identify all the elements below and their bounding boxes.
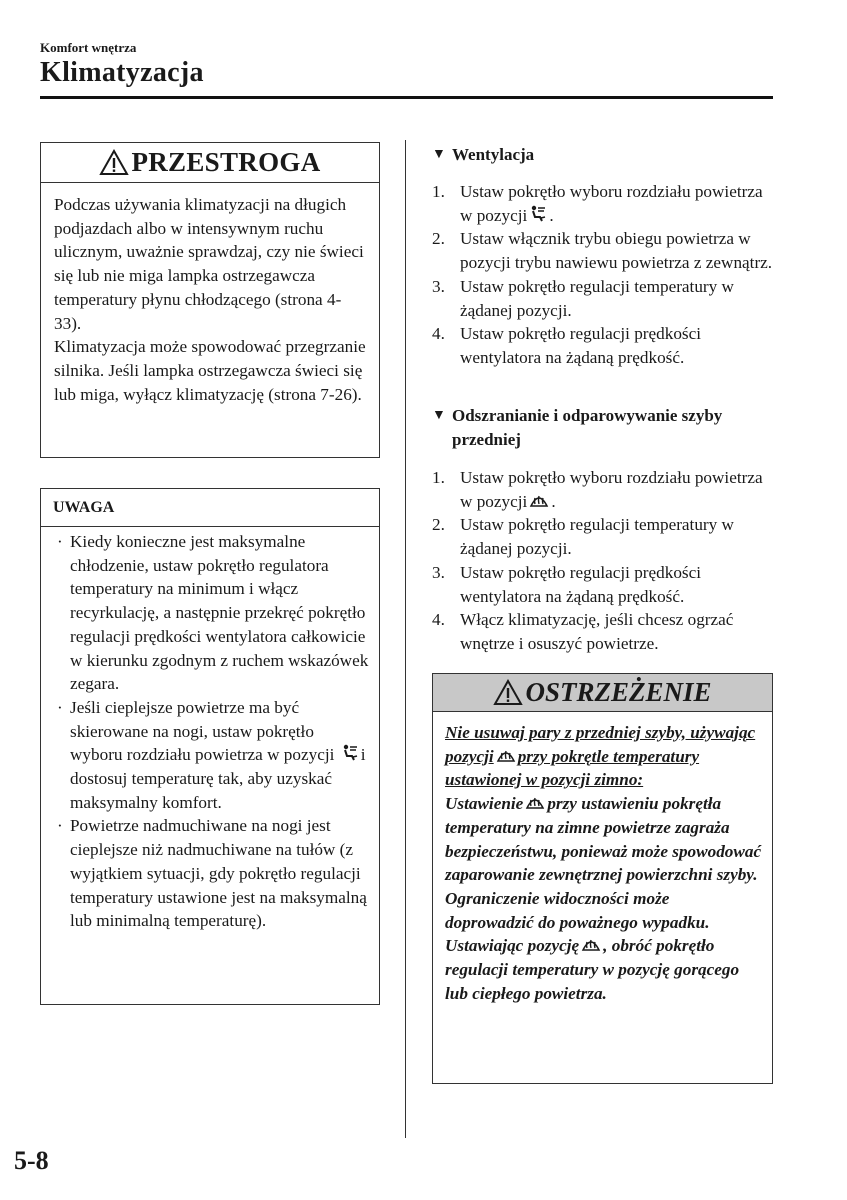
defrost-steps	[432, 466, 777, 656]
list-item: 1. Ustaw pokrętło wyboru rozdziału powietrza w pozycji .	[432, 468, 763, 511]
column-divider	[405, 140, 406, 1138]
page-title: Klimatyzacja	[40, 57, 204, 88]
warning-box	[432, 673, 773, 1084]
caution-heading-text: PRZESTROGA	[131, 147, 321, 177]
warning-heading	[433, 674, 772, 712]
notice-item-text: i dostosuj temperaturę tak, aby uzyskać maksymalny komfort.	[70, 745, 366, 812]
notice-list	[41, 527, 379, 933]
list-item: · Kiedy konieczne jest maksymalne chłodzenie, ustaw pokrętło regulatora temperatury na minimum i włącz recyrkulację, a następnie przekręć pokrętło regulacji prędkości wentylatora całkowicie w kierunku zgodnym z ruchem wskazówek zegara.	[57, 532, 369, 694]
caution-box	[40, 142, 380, 458]
defrost-section	[432, 404, 777, 656]
windshield-defrost-icon	[581, 936, 601, 953]
warning-triangle-icon	[493, 679, 523, 706]
section-label: Komfort wnętrza	[40, 40, 137, 55]
warning-lead: Nie usuwaj pary z przedniej szyby, używając pozycji przy pokrętle temperatury ustawionej w pozycji zimno:	[445, 723, 756, 790]
list-item: · Jeśli cieplejsze powietrze ma być skierowane na nogi, ustaw pokrętło wyboru rozdziału powietrza w pozycji i dostosuj temperaturę tak, aby uzyskać maksymalny komfort.	[57, 697, 366, 812]
face-feet-vent-icon	[529, 205, 547, 223]
warning-heading-text: OSTRZEŻENIE	[525, 677, 712, 707]
list-item: 3. Ustaw pokrętło regulacji temperatury w żądanej pozycji.	[432, 276, 734, 320]
windshield-defrost-icon	[525, 794, 545, 811]
caution-paragraph: Klimatyzacja może spowodować przegrzanie silnika. Jeśli lampka ostrzegawcza świeci się lub miga, wyłącz klimatyzację (strona 7-26).	[54, 337, 366, 404]
face-feet-vent-icon	[341, 744, 359, 762]
windshield-defrost-icon	[529, 492, 549, 509]
ventilation-steps	[432, 180, 777, 370]
list-item: 4. Włącz klimatyzację, jeśli chcesz ogrzać wnętrze i osuszyć powietrze.	[432, 610, 734, 653]
defrost-heading: ▼ Odszranianie i odparowywanie szyby przedniej	[432, 406, 723, 449]
list-item: 1. Ustaw pokrętło wyboru rozdziału powietrza w pozycji .	[432, 182, 763, 225]
notice-heading: UWAGA	[41, 489, 379, 527]
list-item: 4. Ustaw pokrętło regulacji prędkości wentylatora na żądaną prędkość.	[432, 324, 702, 367]
ventilation-section	[432, 143, 777, 370]
caution-paragraph: Podczas używania klimatyzacji na długich podjazdach albo w intensywnym ruchu ulicznym, uważnie sprawdzaj, czy nie świeci się lub nie miga lampka ostrzegawcza temperatury płynu chłodzącego (strona 4-33).	[54, 195, 364, 333]
notice-item-text: Powietrze nadmuchiwane na nogi jest cieplejsze niż nadmuchiwane na tułów (z wyjątkiem sytuacji, gdy pokrętło regulacji temperatury ustawione jest na maksymalną lub minimalną temperaturę).	[70, 816, 367, 931]
notice-item-text: Jeśli cieplejsze powietrze ma być skierowane na nogi, ustaw pokrętło wyboru rozdziału powietrza w pozycji	[70, 697, 335, 765]
warning-text: Ustawienie przy ustawieniu pokrętła temperatury na zimne powietrze zagraża bezpieczeństwu, ponieważ może spowodować zaparowanie zewnętrznej powierzchni szyby. Ograniczenie widoczności może doprowadzić do poważnego wypadku. Ustawiając pozycję , obróć pokrętło regulacji temperatury w pozycję gorącego lub ciepłego powietrza.	[445, 794, 762, 1003]
list-item: 3. Ustaw pokrętło regulacji prędkości wentylatora na żądaną prędkość.	[432, 562, 702, 606]
notice-item-text: Kiedy konieczne jest maksymalne chłodzenie, ustaw pokrętło regulatora temperatury na minimum i włącz recyrkulację, a następnie przekręć pokrętło regulacji prędkości wentylatora całkowicie w kierunku zgodnym z ruchem wskazówek zegara.	[70, 532, 369, 694]
windshield-defrost-icon	[496, 747, 516, 764]
header-rule	[40, 96, 773, 99]
page-number: 5-8	[14, 1146, 49, 1175]
warning-triangle-icon	[99, 149, 129, 176]
list-item: 2. Ustaw pokrętło regulacji temperatury w żądanej pozycji.	[432, 515, 734, 559]
ventilation-heading: ▼ Wentylacja	[432, 145, 535, 164]
list-item: 2. Ustaw włącznik trybu obiegu powietrza w pozycji trybu nawiewu powietrza z zewnątrz.	[432, 229, 773, 273]
notice-box	[40, 488, 380, 1005]
list-item: · Powietrze nadmuchiwane na nogi jest cieplejsze niż nadmuchiwane na tułów (z wyjątkiem sytuacji, gdy pokrętło regulacji temperatury ustawione jest na maksymalną lub minimalną temperaturę).	[57, 816, 367, 931]
caution-body	[41, 183, 379, 406]
warning-body	[433, 712, 772, 1005]
caution-heading	[41, 143, 379, 183]
